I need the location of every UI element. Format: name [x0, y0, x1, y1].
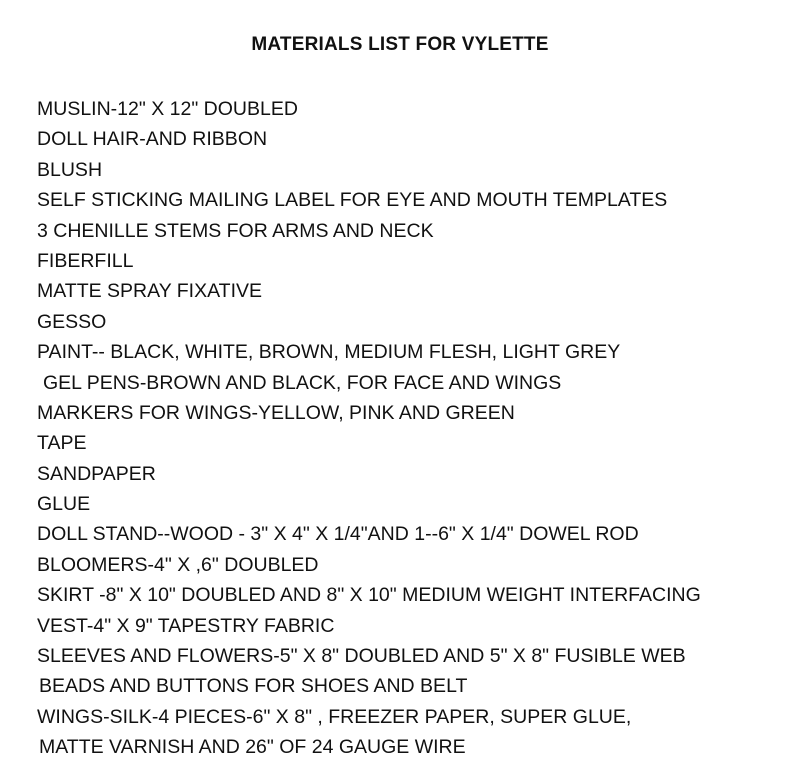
list-item: GEL PENS-BROWN AND BLACK, FOR FACE AND WINGS — [43, 371, 562, 394]
list-item: SLEEVES AND FLOWERS-5" X 8" DOUBLED AND 5" X 8" FUSIBLE WEB — [37, 645, 686, 668]
list-item: MATTE SPRAY FIXATIVE — [37, 280, 263, 303]
list-item: GLUE — [37, 493, 91, 516]
list-item: DOLL HAIR-AND RIBBON — [37, 128, 268, 151]
list-item: TAPE — [37, 432, 87, 455]
list-item: VEST-4" X 9" TAPESTRY FABRIC — [37, 614, 335, 637]
materials-list — [37, 94, 797, 763]
list-item: GESSO — [37, 310, 107, 333]
list-item: FIBERFILL — [37, 249, 134, 272]
page-title: MATERIALS LIST FOR VYLETTE — [251, 34, 549, 55]
list-item: MUSLIN-12" X 12" DOUBLED — [37, 98, 298, 120]
list-item: BLUSH — [37, 158, 103, 181]
list-item: 3 CHENILLE STEMS FOR ARMS AND NECK — [37, 219, 434, 242]
list-item: PAINT-- BLACK, WHITE, BROWN, MEDIUM FLESH, LIGHT GREY — [37, 341, 621, 364]
list-item: BEADS AND BUTTONS FOR SHOES AND BELT — [39, 675, 468, 698]
list-item: SKIRT -8" X 10" DOUBLED AND 8" X 10" MEDIUM WEIGHT INTERFACING — [37, 584, 701, 607]
list-item: MARKERS FOR WINGS-YELLOW, PINK AND GREEN — [37, 401, 515, 424]
list-item: MATTE VARNISH AND 26" OF 24 GAUGE WIRE — [39, 736, 466, 759]
list-item: WINGS-SILK-4 PIECES-6" X 8" , FREEZER PAPER, SUPER GLUE, — [37, 705, 632, 728]
list-item: SANDPAPER — [37, 462, 156, 485]
list-item: SELF STICKING MAILING LABEL FOR EYE AND MOUTH TEMPLATES — [37, 189, 668, 212]
list-item: BLOOMERS-4" X ,6" DOUBLED — [37, 553, 319, 576]
list-item: DOLL STAND--WOOD - 3" X 4" X 1/4"AND 1--6" X 1/4" DOWEL ROD — [37, 523, 639, 546]
